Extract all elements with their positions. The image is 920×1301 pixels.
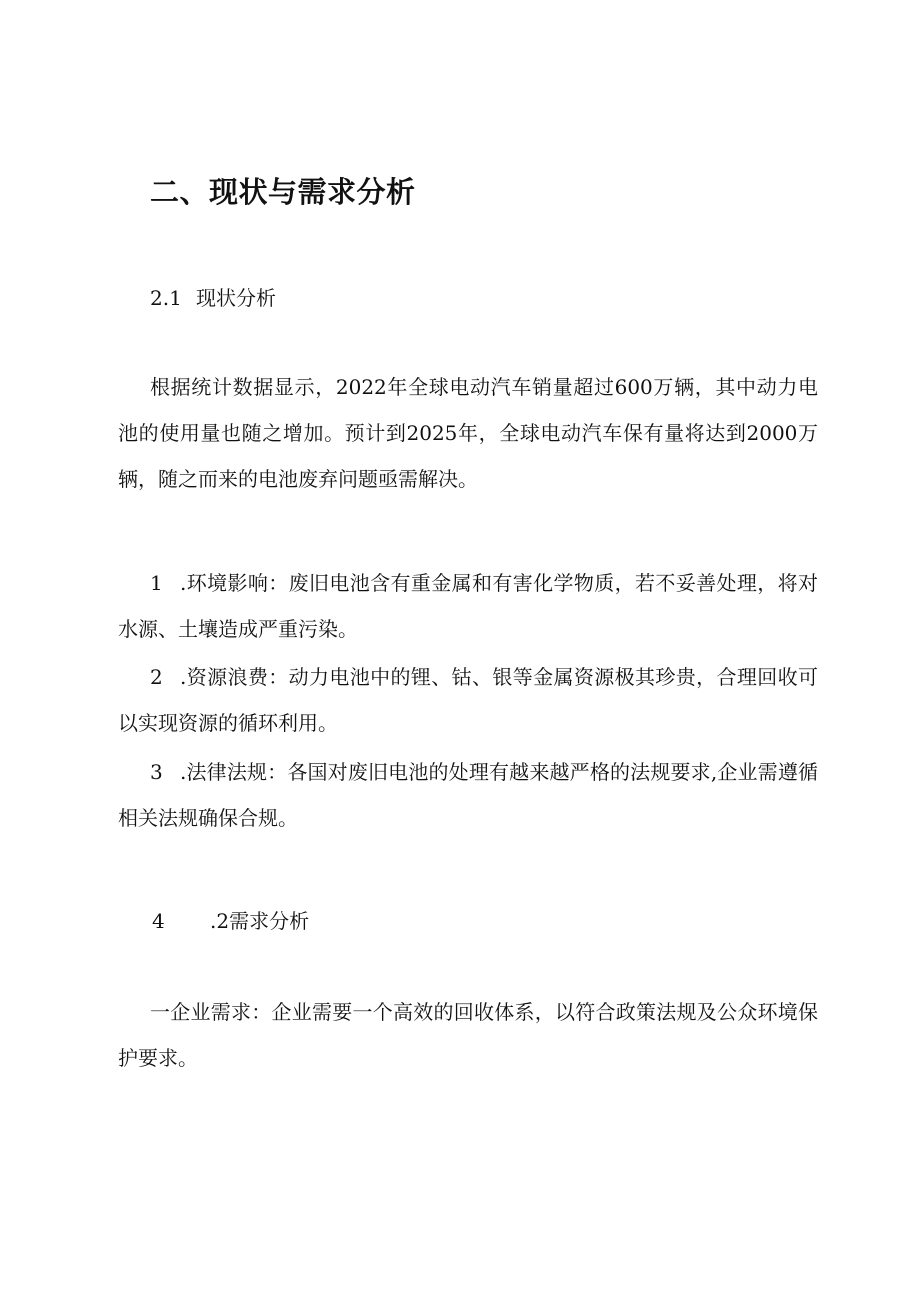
demand-paragraph: 一企业需求：企业需要一个高效的回收体系，以符合政策法规及公众环境保护要求。 bbox=[118, 1000, 818, 1070]
list-item-number: 1 bbox=[150, 571, 163, 595]
subsection-number: 2.1 bbox=[150, 286, 182, 310]
list-item-text: .资源浪费：动力电池中的锂、钴、银等金属资源极其珍贵，合理回收可以实现资源的循环利用。 bbox=[118, 665, 818, 735]
subsection-heading-demand bbox=[152, 905, 309, 934]
subsection-number: 4 bbox=[152, 909, 165, 933]
list-item-number: 3 bbox=[150, 760, 163, 784]
list-item-environment bbox=[118, 560, 818, 652]
section-heading: 二、现状与需求分析 bbox=[150, 175, 416, 209]
list-item-number: 2 bbox=[150, 665, 163, 689]
list-item-text: .法律法规：各国对废旧电池的处理有越来越严格的法规要求,企业需遵循相关法规确保合规。 bbox=[118, 760, 818, 830]
subsection-title: 现状分析 bbox=[196, 286, 276, 310]
list-item-resources bbox=[118, 654, 818, 746]
intro-paragraph: 根据统计数据显示，2022年全球电动汽车销量超过600万辆，其中动力电池的使用量也随之增加。预计到2025年，全球电动汽车保有量将达到2000万辆，随之而来的电池废弃问题亟需解决。 bbox=[118, 375, 818, 491]
list-item-regulations bbox=[118, 749, 818, 841]
subsection-title: .2需求分析 bbox=[210, 909, 310, 933]
subsection-heading-status bbox=[150, 282, 276, 311]
list-item-text: .环境影响：废旧电池含有重金属和有害化学物质，若不妥善处理，将对水源、土壤造成严重污染。 bbox=[118, 571, 818, 641]
